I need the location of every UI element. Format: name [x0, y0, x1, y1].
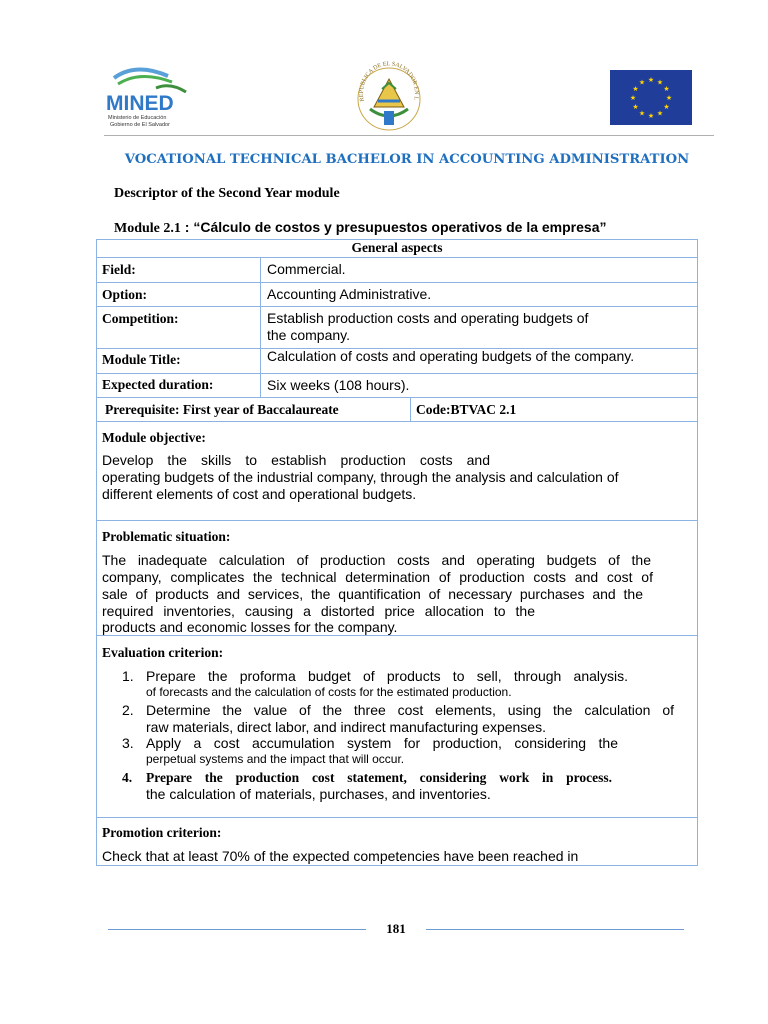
eu-flag	[610, 70, 692, 125]
svg-text:★: ★	[629, 94, 637, 102]
evaluation-item-text: Determine the value of the three cost elements, using the calculation of	[146, 702, 674, 718]
svg-text:Ministerio de Educación: Ministerio de Educación	[108, 115, 167, 121]
competition-value-line1: Establish production costs and operating budgets of	[267, 310, 589, 326]
expected-duration-value: Six weeks (108 hours).	[267, 377, 410, 393]
field-label: Field:	[102, 262, 136, 277]
module-name: “Cálculo de costos y presupuestos operativos de la empresa”	[189, 219, 607, 235]
header-divider	[104, 135, 714, 136]
prerequisite-text: Prerequisite: First year of Baccalaureate	[105, 402, 339, 417]
svg-text:Gobierno de El Salvador: Gobierno de El Salvador	[110, 122, 170, 128]
problematic-line: company, complicates the technical determination of production costs and cost of	[102, 569, 653, 585]
evaluation-item-number: 1.	[122, 668, 134, 684]
problematic-line: required inventories, causing a distorted price allocation to the	[102, 603, 535, 619]
table-rule	[96, 373, 698, 374]
module-separator: :	[180, 219, 190, 235]
footer-rule-right	[426, 929, 684, 930]
evaluation-item	[122, 769, 674, 803]
svg-text:★: ★	[632, 85, 639, 93]
evaluation-item	[122, 702, 674, 736]
svg-text:★: ★	[638, 109, 646, 118]
evaluation-item-subtext: raw materials, direct labor, and indirect manufacturing expenses.	[146, 719, 546, 735]
evaluation-item-number: 2.	[122, 702, 134, 718]
option-label: Option:	[102, 287, 148, 302]
expected-duration-label: Expected duration:	[102, 377, 214, 392]
footer-rule-left	[108, 929, 366, 930]
module-title-label: Module Title:	[102, 352, 181, 367]
problematic-line: The inadequate calculation of production costs and operating budgets of the	[102, 552, 651, 568]
evaluation-item-number: 3.	[122, 735, 134, 751]
module-objective-line: Develop the skills to establish production costs and	[102, 452, 490, 468]
competition-label: Competition:	[102, 311, 179, 326]
table-rule	[96, 520, 698, 521]
module-title-value: Calculation of costs and operating budgets of the company.	[267, 348, 635, 364]
evaluation-item-subtext: the calculation of materials, purchases, and inventories.	[146, 786, 491, 802]
problematic-line: sale of products and services, the quantification of necessary purchases and the	[102, 586, 643, 602]
svg-text:★: ★	[663, 85, 670, 93]
evaluation-item-subtext: of forecasts and the calculation of costs for the estimated production.	[146, 685, 512, 699]
el-salvador-seal	[356, 61, 422, 133]
svg-text:MINED: MINED	[106, 92, 174, 115]
table-rule	[96, 421, 698, 422]
problematic-situation-heading: Problematic situation:	[102, 529, 231, 544]
option-value: Accounting Administrative.	[267, 286, 432, 302]
svg-text:REPUBLICA DE EL SALVADOR EN LA: REPUBLICA DE EL SALVADOR EN L	[358, 61, 420, 102]
svg-text:★: ★	[632, 103, 639, 111]
svg-text:★: ★	[665, 94, 673, 102]
table-column-rule	[410, 397, 411, 421]
promotion-criterion-heading: Promotion criterion:	[102, 825, 222, 840]
module-objective-line: operating budgets of the industrial company, through the analysis and calculation of	[102, 469, 619, 485]
module-code: Code:BTVAC 2.1	[416, 402, 517, 417]
evaluation-item-text: Prepare the production cost statement, considering work in process.	[146, 770, 612, 785]
competition-value-line2: the company.	[267, 327, 351, 343]
evaluation-item	[122, 668, 674, 700]
table-rule	[96, 397, 698, 398]
evaluation-item-text: Prepare the proforma budget of products to sell, through analysis.	[146, 668, 628, 684]
module-objective-heading: Module objective:	[102, 430, 206, 445]
table-rule	[96, 282, 698, 283]
evaluation-item	[122, 735, 674, 767]
table-rule	[96, 306, 698, 307]
field-value: Commercial.	[267, 261, 346, 277]
problematic-line: products and economic losses for the company.	[102, 619, 398, 635]
promotion-criterion-text: Check that at least 70% of the expected competencies have been reached in	[102, 848, 579, 864]
table-column-rule	[260, 257, 261, 397]
svg-text:★: ★	[656, 78, 664, 87]
page-number: 181	[386, 921, 406, 936]
evaluation-item-number: 4.	[122, 770, 133, 785]
svg-text:★: ★	[656, 109, 664, 118]
document-title: VOCATIONAL TECHNICAL BACHELOR IN ACCOUNTING ADMINISTRATION	[124, 152, 690, 167]
module-objective-line: different elements of cost and operational budgets.	[102, 486, 417, 502]
module-heading	[114, 219, 606, 237]
svg-text:★: ★	[647, 76, 655, 84]
descriptor-heading: Descriptor of the Second Year module	[114, 186, 340, 201]
table-rule	[96, 817, 698, 818]
evaluation-item-text: Apply a cost accumulation system for production, considering the	[146, 735, 618, 751]
svg-text:★: ★	[638, 78, 646, 87]
table-rule	[96, 257, 698, 258]
mined-logo	[106, 64, 192, 130]
svg-text:★: ★	[663, 103, 670, 111]
general-aspects-heading: General aspects	[351, 240, 443, 255]
module-number: Module 2.1	[114, 221, 181, 236]
evaluation-criterion-heading: Evaluation criterion:	[102, 645, 224, 660]
svg-text:★: ★	[647, 112, 655, 120]
evaluation-item-subtext: perpetual systems and the impact that will occur.	[146, 752, 405, 766]
